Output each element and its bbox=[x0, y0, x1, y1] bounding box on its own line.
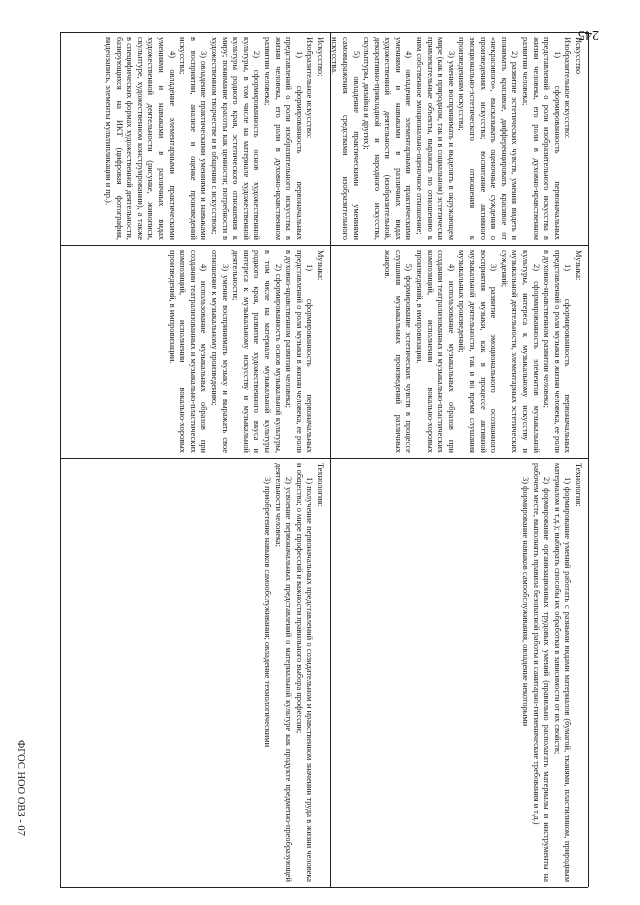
cell-paragraph: 3) формирование навыков самообслуживания, овладение некоторыми bbox=[521, 477, 531, 727]
cell-paragraph: 1) сформированность первоначальных представлений о роли изобразительного искусства в жизни человека, его роли в духовно-нравственном развитии человека; bbox=[521, 37, 562, 240]
cell-paragraph: 3) развитие эмоционального осознанного восприятия музыки, как в процессе активной музыкальной деятельности, так и во время слушания музыкальных произведений; bbox=[457, 250, 499, 453]
cell-heading: Искусство bbox=[574, 37, 583, 75]
cell-paragraph: 2) усвоение первоначальных представлений о материальной культуре как продукте предметно-преобразующей деятельности человека; bbox=[273, 463, 294, 882]
table-border-bottom bbox=[60, 887, 588, 888]
cell-music-left bbox=[60, 245, 330, 458]
cell-text bbox=[330, 37, 583, 240]
cell-paragraph: 1) получение первоначальных представлений о созидательном и нравственном значении труда в жизни человека и общества; о мире профессий и важности правильного выбора профессии; bbox=[294, 463, 315, 882]
cell-heading: Музыка: bbox=[574, 250, 583, 281]
cell-paragraph: 3) приобретение навыков самообслуживания; овладение технологическими bbox=[263, 477, 273, 748]
cell-heading: Технология: bbox=[316, 463, 325, 507]
cell-paragraph: Изобразительное искусство: bbox=[563, 37, 573, 139]
cell-heading: Музыка: bbox=[316, 250, 325, 281]
cell-paragraph: 1) сформированность первоначальных представлений о роли музыки в жизни человека, ее роли в духовно-нравственном развитии человека; bbox=[542, 250, 573, 453]
cell-music-right bbox=[330, 245, 588, 458]
cell-technology-left bbox=[60, 458, 330, 887]
cell-paragraph: 1) сформированность первоначальных представлений о роли музыки в жизни человека, ее роли в духовно-нравственном развитии человека; bbox=[284, 250, 315, 453]
cell-paragraph: Изобразительное искусство: bbox=[305, 37, 315, 139]
cell-art-left bbox=[60, 32, 330, 245]
cell-paragraph: 4) использование музыкальных образов при создании театрализованных и музыкально-пластических композиций, исполнении вокально-хоровых произведений, в импровизации. bbox=[167, 250, 209, 453]
table-border-right bbox=[588, 32, 589, 887]
cell-paragraph: 1) формирование умений работать с разными видами материалов (бумагой, тканями, пластилином, природным материалом и т.д.); выбирать способы их обработки в зависимости от их свойств; bbox=[552, 463, 573, 882]
cell-heading: Искусство: bbox=[316, 37, 325, 77]
cell-paragraph: 2) сформированность основ художественной культуры, в том числе на материале художественной культуры родного края, эстетического отношения к миру; понимание красоты как ценности; потребности в художественном творчестве и в общении с искусством; bbox=[210, 37, 262, 240]
cell-text bbox=[382, 250, 583, 453]
cell-paragraph: 1) сформированность первоначальных представлений о роли изобразительного искусства в жизни человека, его роли в духовно-нравственном развитии человека; bbox=[263, 37, 304, 240]
cell-paragraph: 2) развитие эстетических чувств, умения видеть и понимать красивое, дифференцировать красивое от «некрасивого», высказывать оценочные суждения о произведениях искусства; воспитание активного эмоционально-эстетического отношения к произведениям искусства; bbox=[457, 37, 520, 240]
page-number: 245 bbox=[578, 27, 599, 42]
cell-paragraph: 4) овладение элементарными практическими умениями и навыками в различных видах художественной деятельности (изобразительной, декоративно-прикладной и народного искусства, скульптуры, дизайна и других); bbox=[362, 37, 414, 240]
cell-paragraph: 2) формирование организационных трудовых умений (правильно располагать материалы и инструменты на рабочем месте, выполнять правила безопасной работы и санитарно-гигиенические требования и т.д.) bbox=[531, 463, 552, 882]
cell-paragraph: 2) сформированность элементов музыкальной культуры, интереса к музыкальному искусству и музыкальной деятельности, элементарных эстетических суждений; bbox=[499, 250, 541, 453]
requirements-table bbox=[60, 32, 588, 887]
cell-paragraph: 4) использование музыкальных образов при создании театрализованных и музыкально-пластических композиций, исполнении вокально-хоровых произведений, в импровизации. bbox=[415, 250, 456, 453]
cell-paragraph: 3) умение воспринимать и выделять в окружающем мире (как в природном, так и в социальном) эстетически привлекательные объекты, выражать по отношению к ним собственное эмоционально-оценочное отношение; bbox=[415, 37, 456, 240]
cell-text bbox=[519, 463, 583, 882]
cell-technology-right bbox=[330, 458, 588, 887]
cell-paragraph: 3) овладение практическими умениями и навыками в восприятии, анализе и оценке произведений искусства; bbox=[178, 37, 209, 240]
cell-paragraph: 3) умение воспринимать музыку и выражать свое отношение к музыкальному произведению; bbox=[210, 250, 230, 453]
cell-text bbox=[166, 250, 325, 453]
cell-paragraph: 4) овладение элементарными практическими умениями и навыками в различных видах художественной деятельности (рисунке, живописи, скульптуре, художественном конструировании), а также в специфических формах художественной деятельности, базирующихся на ИКТ (цифровая фотография, видеозапись, элементы мультипликации и пр.). bbox=[104, 37, 177, 240]
cell-paragraph: 5) овладение практическими умениями самовыражения средствами изобразительного искусства. bbox=[330, 37, 361, 240]
cell-text bbox=[261, 463, 325, 882]
cell-text bbox=[103, 37, 325, 240]
cell-paragraph: 2) сформированность основ музыкальной культуры, в том числе на материале музыкальной культуры родного края, развитие художественного вкуса и интереса к музыкальному искусству и музыкальной деятельности; bbox=[231, 250, 283, 453]
cell-paragraph: 5) формирование эстетических чувств в процессе слушания музыкальных произведений различных жанров. bbox=[383, 250, 414, 453]
footer-code: ФГОС НОО ОВЗ - 07 bbox=[15, 740, 26, 836]
cell-heading: Технология: bbox=[574, 463, 583, 507]
cell-art-right bbox=[330, 32, 588, 245]
